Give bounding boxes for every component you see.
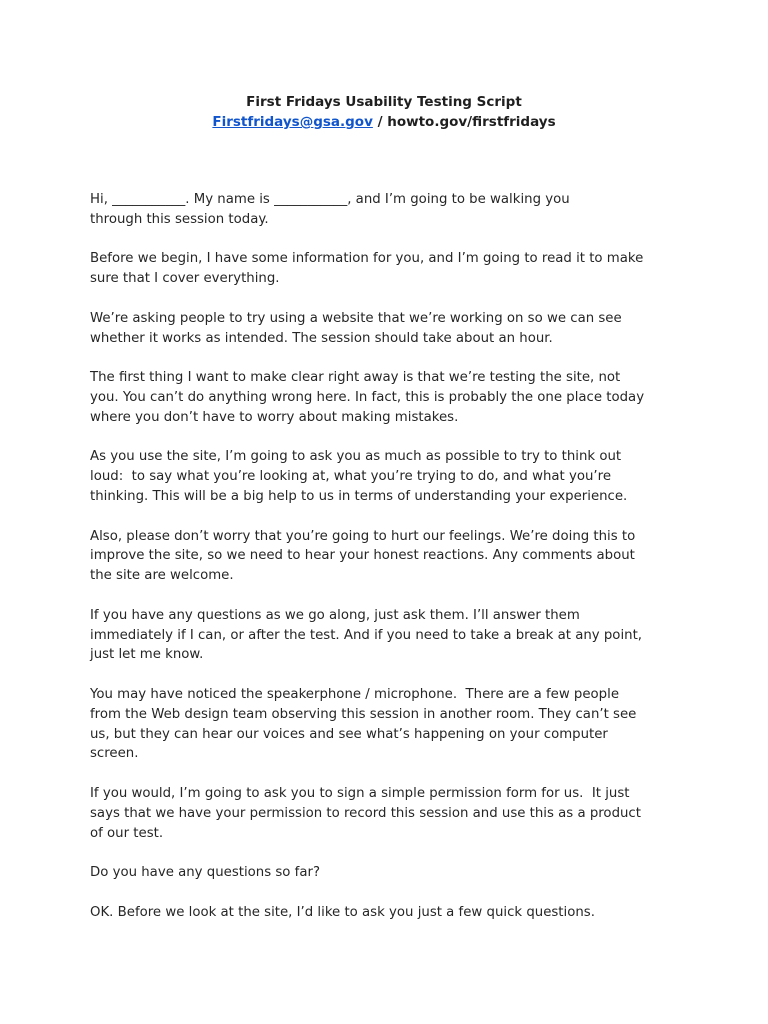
paragraph-observers: You may have noticed the speakerphone / microphone. There are a few people from the Web design team observing this session in another room. They can’t see us, but they can hear our voices and see what’s happening on your computer screen. [90,686,637,762]
separator: / [372,114,388,130]
paragraph-greeting: Hi, ___________. My name is ___________, and I’m going to be walking you through this session today. [90,192,570,227]
paragraph-purpose: We’re asking people to try using a website that we’re working on so we can see whether it works as intended. The session should take about an hour. [90,310,622,346]
contact-line [0,112,768,132]
paragraph-questions: If you have any questions as we go along, just ask them. I’ll answer them immediately if I can, or after the test. And if you need to take a break at any point, just let me know. [90,607,643,663]
script-body [90,190,686,942]
paragraph-think-aloud: As you use the site, I’m going to ask you as much as possible to try to think out loud: to say what you’re looking at, what you’re trying to do, and what you’re thinking. This will be a big help to us in terms of understanding your experience. [90,449,628,504]
paragraph-intro: Before we begin, I have some information for you, and I’m going to read it to make sure that I cover everything. [90,251,644,287]
document-title: First Fridays Usability Testing Script [246,94,522,110]
document-header [0,92,768,132]
paragraph-feelings: Also, please don’t worry that you’re going to hurt our feelings. We’re doing this to improve the site, so we need to hear your honest reactions. Any comments about the site are welcome. [90,528,636,584]
paragraph-testing-site: The first thing I want to make clear right away is that we’re testing the site, not you. You can’t do anything wrong here. In fact, this is probably the one place today where you don’t have to worry about making mistakes. [90,370,645,425]
paragraph-any-questions: Do you have any questions so far? [90,865,321,881]
paragraph-quick-questions: OK. Before we look at the site, I’d like to ask you just a few quick questions. [90,904,595,920]
paragraph-permission: If you would, I’m going to ask you to sign a simple permission form for us. It just says that we have your permission to record this session and use this as a product of our test. [90,785,641,841]
site-url: howto.gov/firstfridays [387,114,556,130]
email-link[interactable]: Firstfridays@gsa.gov [212,114,373,130]
